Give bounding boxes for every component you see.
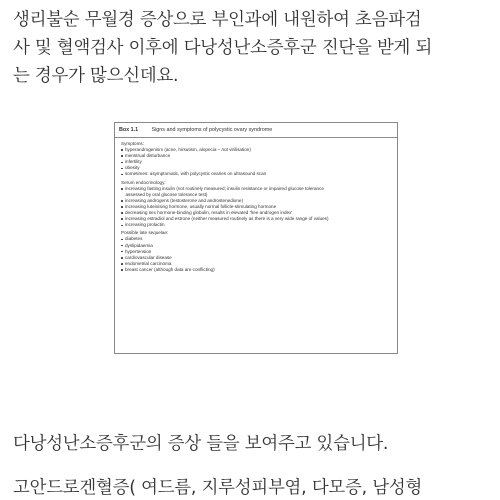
list-item: breast cancer (although data are conflicting)	[121, 267, 393, 273]
intro-paragraph	[13, 6, 500, 90]
intro-line: 는 경우가 많으신데요.	[13, 66, 179, 86]
list-item: increasing androgens (testosterone and androstenedione)	[121, 198, 393, 204]
box-label: Box 1.1	[119, 127, 139, 133]
list-item: increasing prolactin	[121, 222, 393, 228]
list-item: sometimes: asymptomatic, with polycystic ovaries on ultrasound scan	[121, 171, 393, 177]
box-body	[115, 138, 397, 273]
list-item: menstrual disturbance	[121, 153, 393, 159]
list-item: diabetes	[121, 236, 393, 242]
box-title: Signs and symptoms of polycystic ovary syndrome	[151, 127, 273, 133]
list-item: increasing luteinising hormone, usually normal follicle-stimulating hormone	[121, 204, 393, 210]
list-item: obesity	[121, 165, 393, 171]
symptoms-title: Symptoms:	[121, 141, 144, 146]
serum-title: Serum endocrinology:	[121, 179, 166, 185]
list-item: hyperandrogenism (acne, hirsutism, alopecia – not virilisation)	[121, 147, 393, 153]
list-item: dyslipidaemia	[121, 243, 393, 249]
pcos-symptoms-box-image	[114, 122, 398, 354]
cutoff-text: 고안드로겐혈증( 여드름, 지루성피부염, 다모증, 남성형	[13, 478, 423, 498]
list-item: endometrial carcinoma	[121, 261, 393, 267]
summary-text: 다낭성난소증후군의 증상 들을 보여주고 있습니다.	[13, 434, 389, 454]
list-item: increasing estradiol and estrone (neither measured routinely as there is a very wide range of values)	[121, 216, 393, 222]
list-item: increasing fasting insulin (not routinely measured; insulin resistance or impaired glucose tolerance assessed by oral glucose tolerance test)	[121, 186, 393, 198]
list-item: infertility	[121, 159, 393, 165]
list-item: cardiovascular disease	[121, 255, 393, 261]
list-item: decreasing sex hormone-binding globulin, results in elevated 'free androgen index'	[121, 210, 393, 216]
intro-line: 생리불순 무월경 증상으로 부인과에 내원하여 초음파검	[13, 10, 422, 30]
intro-line: 사 및 혈액검사 이후에 다낭성난소증후군 진단을 받게 되	[13, 38, 433, 58]
sequelae-title: Possible late sequelae:	[121, 230, 169, 236]
list-item: hypertension	[121, 249, 393, 255]
box-header	[115, 123, 397, 138]
